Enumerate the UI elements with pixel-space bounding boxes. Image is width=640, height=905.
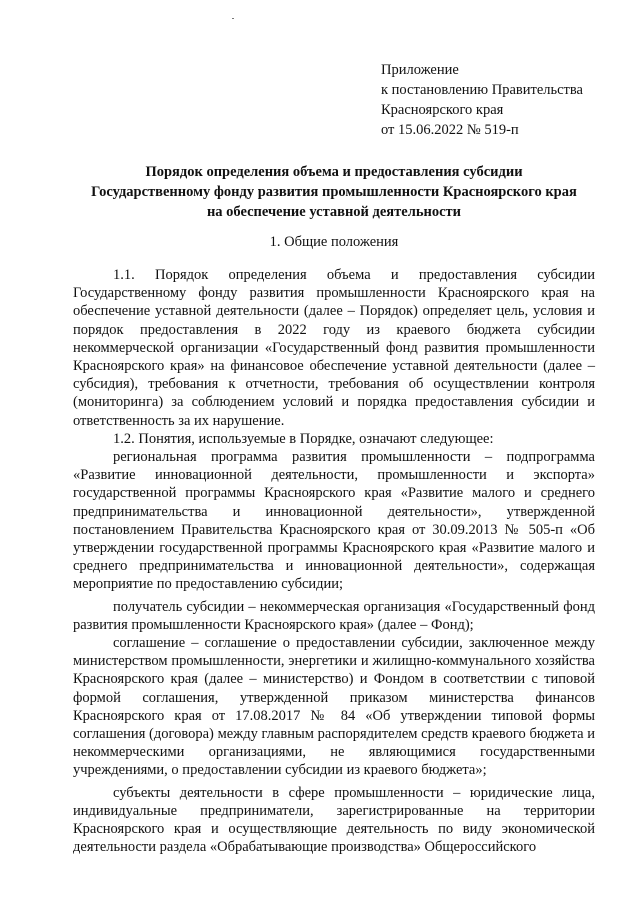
document-body: [73, 266, 595, 857]
paragraph: соглашение – соглашение о предоставлении субсидии, заключенное между министерством промышленности, энергетики и жилищно-коммунального хозяйства Красноярского края (далее – министерство) и Фондом в соответствии с типовой формой соглашения, утвержденной приказом министерства финансов Красноярского края от 17.08.2017 № 84 «Об утверждении типовой формы соглашения (договора) между главным распорядителем средств краевого бюджета и некоммерческими организациями, не являющимися государственными учреждениями, о предоставлении субсидии из краевого бюджета»;: [73, 635, 595, 779]
title-line: Порядок определения объема и предоставления субсидии: [145, 164, 523, 180]
paragraph: получатель субсидии – некоммерческая организация «Государственный фонд развития промышленности Красноярского края» (далее – Фонд);: [73, 598, 595, 633]
paragraph: 1.1. Порядок определения объема и предоставления субсидии Государственному фонду развития промышленности Красноярского края на обеспечение уставной деятельности (далее – Порядок) определяет цель, условия и порядок предоставления в 2022 году из краевого бюджета субсидии некоммерческой организации «Государственный фонд развития промышленности Красноярского края» на финансовое обеспечение уставной деятельности (далее – субсидия), требования к отчетности, требования об осуществлении контроля (мониторинга) за соблюдением условий и порядка предоставления субсидии и ответственность за их нарушение.: [73, 267, 595, 429]
appendix-line: Приложение: [381, 62, 459, 78]
scan-mark: [232, 18, 234, 19]
paragraph: 1.2. Понятия, используемые в Порядке, означают следующее:: [113, 430, 494, 447]
appendix-line: к постановлению Правительства: [381, 82, 583, 98]
title-line: Государственному фонду развития промышленности Красноярского края: [91, 184, 577, 200]
section-heading: 1. Общие положения: [269, 234, 399, 250]
appendix-line: Красноярского края: [381, 102, 504, 118]
paragraph: региональная программа развития промышленности – подпрограмма «Развитие инновационной деятельности, промышленности и экспорта» государственной программы Красноярского края «Развитие малого и среднего предпринимательства и инновационной деятельности», утвержденной постановлением Правительства Красноярского края от 30.09.2013 № 505-п «Об утверждении государственной программы Красноярского края «Развитие малого и среднего предпринимательства и инновационной деятельности», содержащая мероприятие по предоставлению субсидии;: [73, 449, 595, 593]
document-title: [60, 162, 608, 222]
paragraph: субъекты деятельности в сфере промышленности – юридические лица, индивидуальные предприниматели, зарегистрированные на территории Красноярского края и осуществляющие деятельность по виду экономической деятельности раздела «Обрабатывающие производства» Общероссийского: [73, 784, 595, 856]
appendix-line: от 15.06.2022 № 519-п: [381, 122, 519, 138]
title-line: на обеспечение уставной деятельности: [206, 204, 462, 220]
appendix-block: [381, 60, 621, 140]
